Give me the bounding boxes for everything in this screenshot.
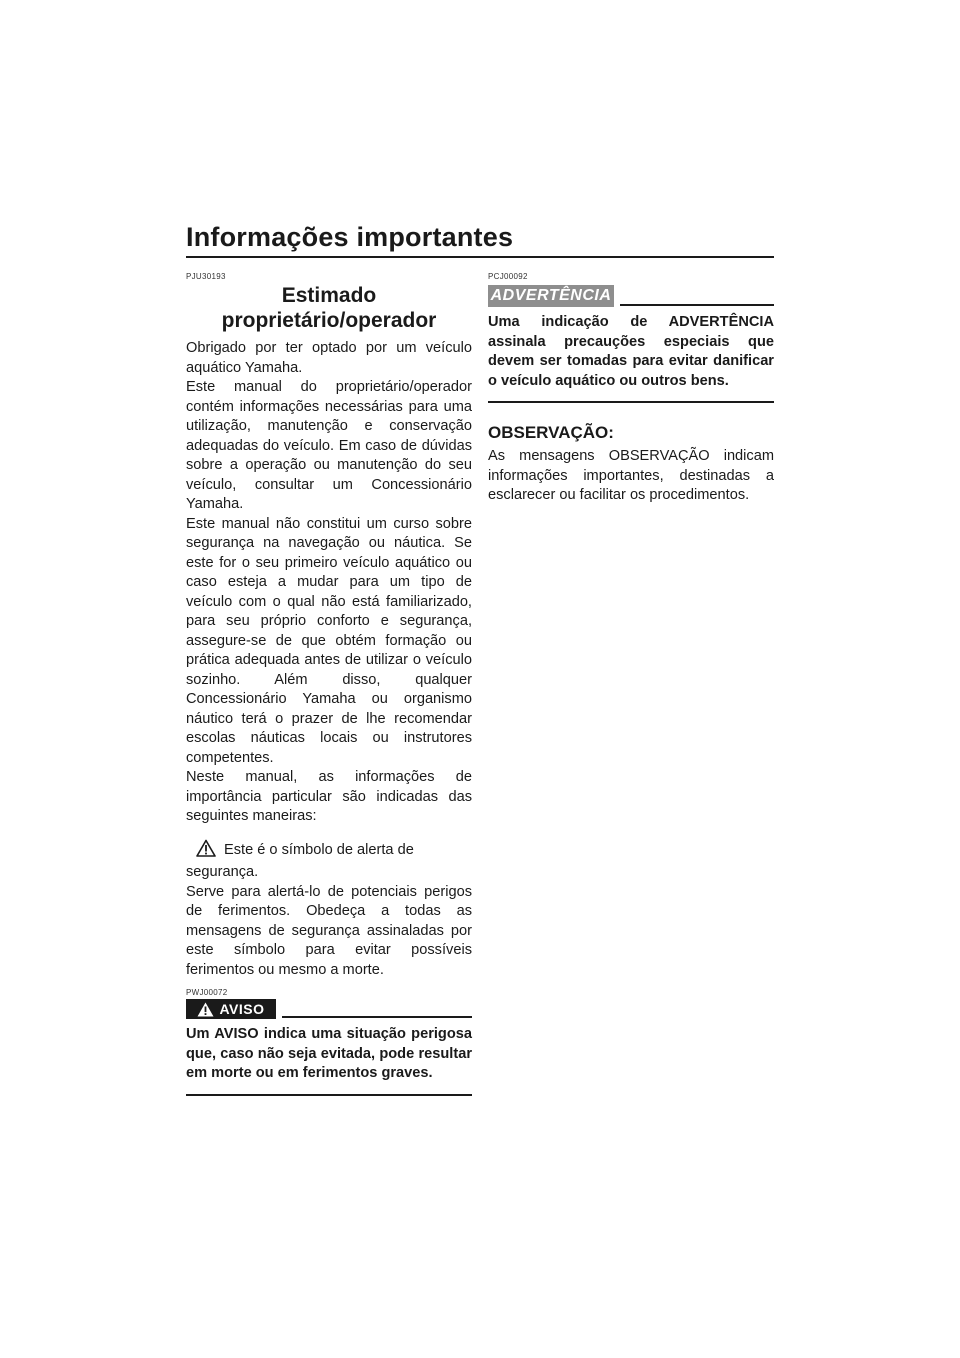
- advertencia-end-rule: [488, 401, 774, 403]
- page-title: Informações importantes: [186, 222, 514, 252]
- section-heading-line2: proprietário/operador: [221, 309, 437, 332]
- paragraph-manual: Este manual do proprietário/operador contém informações necessárias para uma utilização, manutenção e conservação adequadas do veículo. Em caso de dúvidas sobre a operação ou manutenção do seu veículo, consultar um Concessionário Yamaha.: [186, 379, 472, 512]
- safety-alert-block: [186, 839, 472, 981]
- warning-triangle-icon: [197, 1002, 214, 1017]
- advertencia-code: PCJ00092: [488, 272, 528, 281]
- section-heading-line1: Estimado: [281, 284, 377, 307]
- section-heading: [186, 283, 472, 333]
- advertencia-badge-rule: [620, 304, 774, 306]
- aviso-badge-row: [186, 999, 472, 1019]
- left-column: [186, 272, 472, 1096]
- paragraph-intro: Obrigado por ter optado por um veículo aquático Yamaha.: [186, 340, 472, 376]
- paragraph-safety-course: Este manual não constitui um curso sobre segurança na navegação ou náutica. Se este for o seu primeiro veículo aquático ou caso esteja a mudar para um tipo de veículo com o qual não está familiarizado, para seu próprio conforto e segurança, assegure-se de que obtém formação ou prática adequada antes de utilizar o veículo sozinho. Além disso, qualquer Concessionário Yamaha ou organismo náutico terá o prazer de lhe recomendar escolas náuticas locais ou instrutores competentes.: [186, 515, 472, 766]
- aviso-badge: [186, 999, 276, 1019]
- advertencia-text: Uma indicação de ADVERTÊNCIA assinala precauções especiais que devem ser tomadas para evitar danificar o veículo aquático ou outros bens.: [488, 314, 774, 389]
- section-code: PJU30193: [186, 272, 226, 281]
- paragraph-indications: Neste manual, as informações de importância particular são indicadas das seguintes maneiras:: [186, 769, 472, 824]
- right-column: [488, 272, 774, 506]
- aviso-text: Um AVISO indica uma situação perigosa que, caso não seja evitada, pode resultar em morte ou em ferimentos graves.: [186, 1026, 472, 1081]
- safety-alert-lead-line: [186, 839, 472, 883]
- safety-alert-lead-text: Este é o símbolo de alerta de segurança.: [186, 841, 414, 880]
- observacao-text: As mensagens OBSERVAÇÃO indicam informações importantes, destinadas a esclarecer ou facilitar os procedimentos.: [488, 448, 774, 503]
- title-rule: [186, 256, 774, 258]
- aviso-end-rule: [186, 1094, 472, 1096]
- warning-triangle-icon: [196, 839, 216, 864]
- aviso-label: AVISO: [219, 1001, 265, 1017]
- aviso-code: PWJ00072: [186, 988, 228, 997]
- advertencia-badge-row: [488, 285, 774, 307]
- aviso-block: [186, 988, 472, 1096]
- advertencia-badge: ADVERTÊNCIA: [488, 285, 614, 307]
- observacao-heading: OBSERVAÇÃO:: [488, 423, 614, 442]
- safety-alert-text: Serve para alertá-lo de potenciais perigos de ferimentos. Obedeça a todas as mensagens de segurança assinaladas por este símbolo para evitar possíveis ferimentos ou mesmo a morte.: [186, 883, 472, 978]
- aviso-badge-rule: [282, 1016, 472, 1018]
